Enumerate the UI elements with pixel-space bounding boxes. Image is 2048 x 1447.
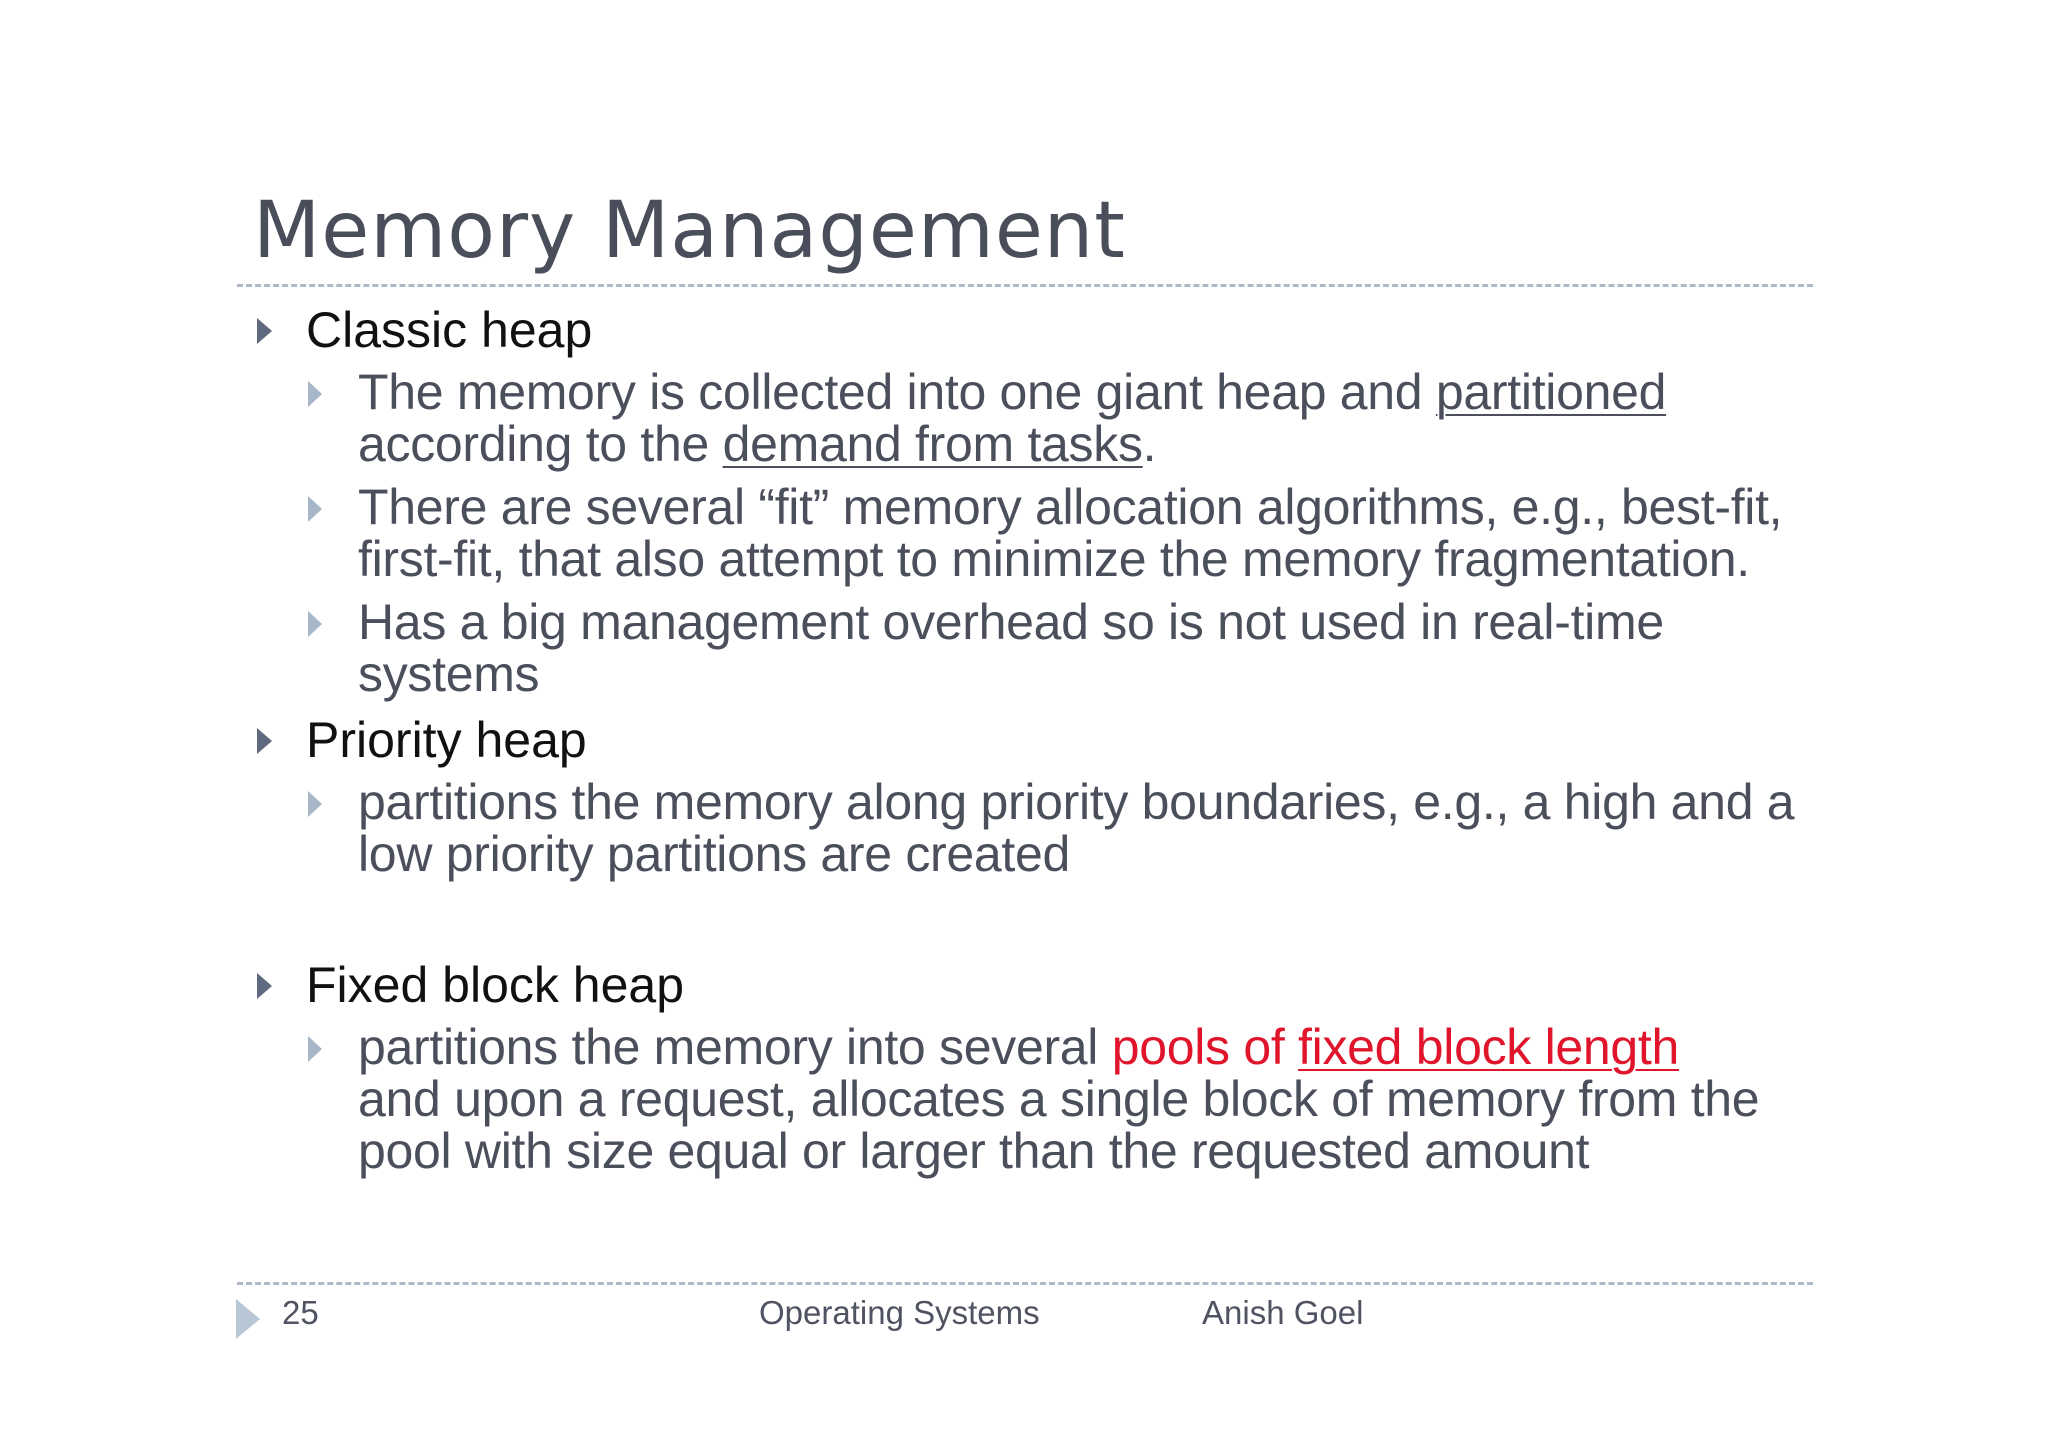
underlined-text-partitioned: partitioned [1435,364,1667,420]
page-number: 25 [282,1294,319,1331]
section-heading-classic-heap: Classic heap [306,302,593,358]
sub-bullet-arrow-icon [308,496,322,522]
list-item: Has a big management overhead so is not used in real-time systems [358,594,1664,702]
list-item [358,366,1818,470]
footer-author: Anish Goel [1202,1294,1364,1331]
sub-bullet-arrow-icon [308,611,322,637]
text-run: The memory is collected into one giant heap and [358,364,1436,420]
text-run: and upon a request, allocates a single block of memory from the pool with size equal or larger than the requested amount [358,1071,1760,1179]
bullet-arrow-icon [257,973,272,999]
highlighted-text: pools of [1111,1019,1299,1075]
text-run: according to the [358,416,723,472]
sub-bullet-arrow-icon [308,1036,322,1062]
highlighted-underlined-text: fixed block length [1298,1019,1679,1075]
sub-bullet-arrow-icon [308,381,322,407]
text-run: partitions the memory into several [358,1019,1112,1075]
bullet-arrow-icon [257,318,272,344]
bullet-arrow-icon [257,728,272,754]
list-item: There are several “fit” memory allocation algorithms, e.g., best-fit, first-fit, that also attempt to minimize the memory fragmentation. [358,479,1783,587]
text-run: . [1142,416,1157,472]
list-item: partitions the memory along priority boundaries, e.g., a high and a low priority partitions are created [358,774,1795,882]
section-heading-fixed-block-heap: Fixed block heap [306,957,685,1013]
slide-title: Memory Management [253,186,1126,276]
list-item [358,1021,1818,1177]
footer-triangle-icon [236,1299,260,1339]
footer-divider [237,1282,1813,1285]
underlined-text-demand-from-tasks: demand from tasks [722,416,1143,472]
sub-bullet-arrow-icon [308,791,322,817]
footer-course: Operating Systems [759,1294,1040,1331]
section-heading-priority-heap: Priority heap [306,712,587,768]
